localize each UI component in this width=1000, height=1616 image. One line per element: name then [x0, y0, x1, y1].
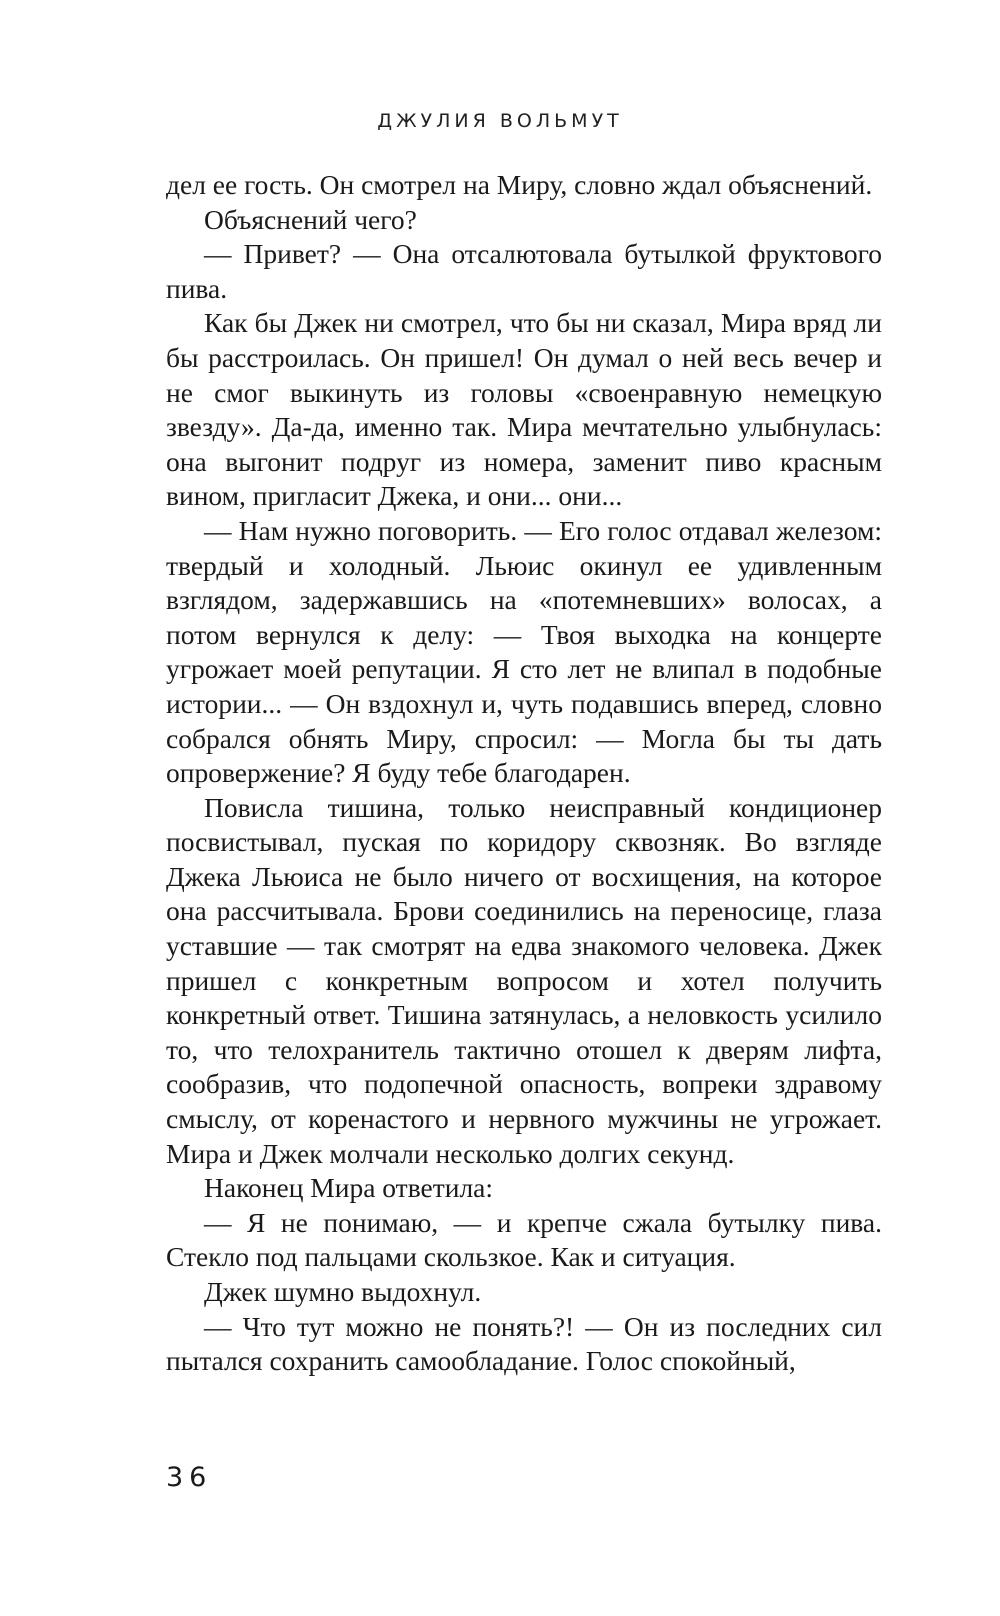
paragraph-3: — Привет? — Она отсалютовала бутылкой фруктового пива.: [166, 238, 882, 304]
paragraph-4: Как бы Джек ни смотрел, что бы ни сказал, Мира вряд ли бы расстроилась. Он пришел! Он думал о ней весь вечер и не смог выкинуть из головы «своенравную немецкую звезду». Да-да, именно так. Мира мечтательно улыбнулась: она выгонит подруг из номера, заменит пиво красным вином, пригласит Джека, и они... они...: [166, 307, 882, 512]
paragraph-2: Объяснений чего?: [204, 203, 417, 235]
running-header: ДЖУЛИЯ ВОЛЬМУТ: [377, 110, 623, 132]
paragraph-1: дел ее гость. Он смотрел на Миру, словно ждал объяснений.: [166, 169, 873, 200]
paragraph-7: Наконец Мира ответила:: [204, 1172, 494, 1204]
paragraph-10: — Что тут можно не понять?! — Он из последних сил пытался сохранить самообладание. Голос спокойный,: [166, 1310, 882, 1377]
paragraph-9: Джек шумно выдохнул.: [204, 1276, 482, 1307]
page-number: 36: [166, 1462, 213, 1493]
paragraph-6: Повисла тишина, только неисправный кондиционер посвистывал, пуская по коридору сквозняк. Во взгляде Джека Льюиса не было ничего от восхищения, на которое она рассчитывала. Брови соединились на переносице, глаза уставшие — так смотрят на едва знакомого человека. Джек пришел с конкретным вопросом и хотел получить конкретный ответ. Тишина затянулась, а неловкость усилило то, что телохранитель тактично отошел к дверям лифта, сообразив, что подопечной опасность, вопреки здравому смыслу, от коренастого и нервного мужчины не угрожает. Мира и Джек молчали несколько долгих секунд.: [166, 791, 882, 1169]
paragraph-8: — Я не понимаю, — и крепче сжала бутылку пива. Стекло под пальцами скользкое. Как и ситуация.: [166, 1206, 882, 1273]
paragraph-5: — Нам нужно поговорить. — Его голос отдавал железом: твердый и холодный. Льюис окинул ее удивленным взглядом, задержавшись на «потемневших» волосах, а потом вернулся к делу: — Твоя выходка на концерте угрожает моей репутации. Я сто лет не влипал в подобные истории... — Он вздохнул и, чуть подавшись вперед, словно собрался обнять Миру, спросил: — Могла бы ты дать опровержение? Я буду тебе благодарен.: [166, 514, 882, 789]
body-text: [166, 168, 882, 1379]
